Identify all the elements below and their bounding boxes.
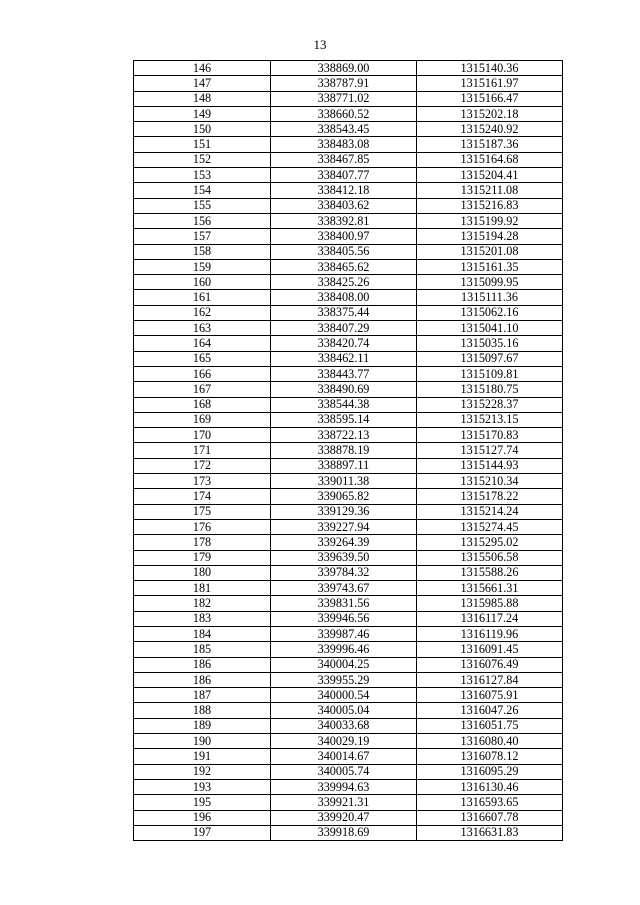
x-coordinate-cell: 338490.69 (271, 382, 417, 397)
y-coordinate-cell: 1315161.35 (417, 259, 563, 274)
table-row (134, 321, 563, 336)
table-row (134, 535, 563, 550)
x-coordinate-cell: 339996.46 (271, 642, 417, 657)
y-coordinate-cell: 1315202.18 (417, 106, 563, 121)
x-coordinate-cell: 338465.62 (271, 259, 417, 274)
x-coordinate-cell: 339994.63 (271, 779, 417, 794)
y-coordinate-cell: 1315194.28 (417, 229, 563, 244)
table-row (134, 76, 563, 91)
point-number-cell: 180 (134, 565, 271, 580)
y-coordinate-cell: 1315214.24 (417, 504, 563, 519)
point-number-cell: 149 (134, 106, 271, 121)
x-coordinate-cell: 339743.67 (271, 581, 417, 596)
x-coordinate-cell: 338869.00 (271, 61, 417, 76)
table-row (134, 382, 563, 397)
y-coordinate-cell: 1315111.36 (417, 290, 563, 305)
y-coordinate-cell: 1316130.46 (417, 779, 563, 794)
point-number-cell: 192 (134, 764, 271, 779)
coordinates-table (133, 60, 563, 841)
table-row (134, 718, 563, 733)
x-coordinate-cell: 338544.38 (271, 397, 417, 412)
point-number-cell: 178 (134, 535, 271, 550)
y-coordinate-cell: 1316631.83 (417, 825, 563, 840)
y-coordinate-cell: 1315985.88 (417, 596, 563, 611)
point-number-cell: 159 (134, 259, 271, 274)
point-number-cell: 152 (134, 152, 271, 167)
y-coordinate-cell: 1315170.83 (417, 428, 563, 443)
y-coordinate-cell: 1316047.26 (417, 703, 563, 718)
table-row (134, 825, 563, 840)
x-coordinate-cell: 338443.77 (271, 366, 417, 381)
point-number-cell: 161 (134, 290, 271, 305)
table-row (134, 626, 563, 641)
y-coordinate-cell: 1316607.78 (417, 810, 563, 825)
y-coordinate-cell: 1315140.36 (417, 61, 563, 76)
y-coordinate-cell: 1315099.95 (417, 275, 563, 290)
table-row (134, 290, 563, 305)
y-coordinate-cell: 1315213.15 (417, 412, 563, 427)
y-coordinate-cell: 1315035.16 (417, 336, 563, 351)
y-coordinate-cell: 1315216.83 (417, 198, 563, 213)
point-number-cell: 170 (134, 428, 271, 443)
point-number-cell: 156 (134, 213, 271, 228)
table-row (134, 351, 563, 366)
x-coordinate-cell: 338420.74 (271, 336, 417, 351)
point-number-cell: 193 (134, 779, 271, 794)
table-row (134, 474, 563, 489)
x-coordinate-cell: 338878.19 (271, 443, 417, 458)
x-coordinate-cell: 338400.97 (271, 229, 417, 244)
point-number-cell: 146 (134, 61, 271, 76)
table-row (134, 810, 563, 825)
table-row (134, 443, 563, 458)
table-row (134, 198, 563, 213)
table-row (134, 275, 563, 290)
point-number-cell: 164 (134, 336, 271, 351)
table-row (134, 61, 563, 76)
x-coordinate-cell: 338392.81 (271, 213, 417, 228)
y-coordinate-cell: 1316117.24 (417, 611, 563, 626)
point-number-cell: 179 (134, 550, 271, 565)
x-coordinate-cell: 339921.31 (271, 795, 417, 810)
table-row (134, 106, 563, 121)
x-coordinate-cell: 339065.82 (271, 489, 417, 504)
y-coordinate-cell: 1315127.74 (417, 443, 563, 458)
y-coordinate-cell: 1316075.91 (417, 688, 563, 703)
y-coordinate-cell: 1316127.84 (417, 672, 563, 687)
x-coordinate-cell: 340014.67 (271, 749, 417, 764)
table-row (134, 519, 563, 534)
x-coordinate-cell: 338405.56 (271, 244, 417, 259)
point-number-cell: 189 (134, 718, 271, 733)
y-coordinate-cell: 1315166.47 (417, 91, 563, 106)
table-row (134, 152, 563, 167)
point-number-cell: 176 (134, 519, 271, 534)
table-row (134, 688, 563, 703)
table-row (134, 458, 563, 473)
point-number-cell: 183 (134, 611, 271, 626)
point-number-cell: 171 (134, 443, 271, 458)
table-row (134, 489, 563, 504)
y-coordinate-cell: 1315144.93 (417, 458, 563, 473)
point-number-cell: 186 (134, 672, 271, 687)
x-coordinate-cell: 338722.13 (271, 428, 417, 443)
point-number-cell: 185 (134, 642, 271, 657)
point-number-cell: 175 (134, 504, 271, 519)
x-coordinate-cell: 339946.56 (271, 611, 417, 626)
y-coordinate-cell: 1315178.22 (417, 489, 563, 504)
x-coordinate-cell: 338407.29 (271, 321, 417, 336)
y-coordinate-cell: 1316051.75 (417, 718, 563, 733)
point-number-cell: 167 (134, 382, 271, 397)
coordinates-table-body (134, 61, 563, 841)
point-number-cell: 150 (134, 122, 271, 137)
table-row (134, 259, 563, 274)
y-coordinate-cell: 1315240.92 (417, 122, 563, 137)
y-coordinate-cell: 1315161.97 (417, 76, 563, 91)
table-row (134, 795, 563, 810)
y-coordinate-cell: 1315041.10 (417, 321, 563, 336)
x-coordinate-cell: 339264.39 (271, 535, 417, 550)
x-coordinate-cell: 338595.14 (271, 412, 417, 427)
table-row (134, 703, 563, 718)
table-row (134, 229, 563, 244)
x-coordinate-cell: 339129.36 (271, 504, 417, 519)
point-number-cell: 158 (134, 244, 271, 259)
point-number-cell: 153 (134, 168, 271, 183)
x-coordinate-cell: 338407.77 (271, 168, 417, 183)
x-coordinate-cell: 340033.68 (271, 718, 417, 733)
table-row (134, 305, 563, 320)
table-row (134, 428, 563, 443)
point-number-cell: 195 (134, 795, 271, 810)
y-coordinate-cell: 1316076.49 (417, 657, 563, 672)
y-coordinate-cell: 1316078.12 (417, 749, 563, 764)
x-coordinate-cell: 338412.18 (271, 183, 417, 198)
point-number-cell: 163 (134, 321, 271, 336)
x-coordinate-cell: 340029.19 (271, 734, 417, 749)
table-row (134, 749, 563, 764)
y-coordinate-cell: 1315062.16 (417, 305, 563, 320)
y-coordinate-cell: 1316119.96 (417, 626, 563, 641)
point-number-cell: 165 (134, 351, 271, 366)
table-row (134, 244, 563, 259)
point-number-cell: 172 (134, 458, 271, 473)
point-number-cell: 173 (134, 474, 271, 489)
point-number-cell: 147 (134, 76, 271, 91)
point-number-cell: 148 (134, 91, 271, 106)
point-number-cell: 188 (134, 703, 271, 718)
y-coordinate-cell: 1315204.41 (417, 168, 563, 183)
table-row (134, 764, 563, 779)
x-coordinate-cell: 338897.11 (271, 458, 417, 473)
table-row (134, 122, 563, 137)
x-coordinate-cell: 339639.50 (271, 550, 417, 565)
y-coordinate-cell: 1316091.45 (417, 642, 563, 657)
point-number-cell: 174 (134, 489, 271, 504)
point-number-cell: 166 (134, 366, 271, 381)
x-coordinate-cell: 338787.91 (271, 76, 417, 91)
table-row (134, 168, 563, 183)
x-coordinate-cell: 338375.44 (271, 305, 417, 320)
table-row (134, 183, 563, 198)
table-row (134, 550, 563, 565)
table-row (134, 734, 563, 749)
x-coordinate-cell: 338771.02 (271, 91, 417, 106)
table-row (134, 91, 563, 106)
point-number-cell: 187 (134, 688, 271, 703)
y-coordinate-cell: 1315210.34 (417, 474, 563, 489)
y-coordinate-cell: 1315201.08 (417, 244, 563, 259)
x-coordinate-cell: 338403.62 (271, 198, 417, 213)
y-coordinate-cell: 1315588.26 (417, 565, 563, 580)
y-coordinate-cell: 1315109.81 (417, 366, 563, 381)
y-coordinate-cell: 1315180.75 (417, 382, 563, 397)
x-coordinate-cell: 340000.54 (271, 688, 417, 703)
table-row (134, 672, 563, 687)
page-number: 13 (313, 37, 327, 52)
x-coordinate-cell: 339227.94 (271, 519, 417, 534)
point-number-cell: 190 (134, 734, 271, 749)
y-coordinate-cell: 1315211.08 (417, 183, 563, 198)
point-number-cell: 191 (134, 749, 271, 764)
x-coordinate-cell: 338467.85 (271, 152, 417, 167)
x-coordinate-cell: 340005.74 (271, 764, 417, 779)
table-row (134, 412, 563, 427)
x-coordinate-cell: 338462.11 (271, 351, 417, 366)
table-row (134, 336, 563, 351)
x-coordinate-cell: 338483.08 (271, 137, 417, 152)
x-coordinate-cell: 338543.45 (271, 122, 417, 137)
table-row (134, 504, 563, 519)
y-coordinate-cell: 1315274.45 (417, 519, 563, 534)
table-row (134, 397, 563, 412)
point-number-cell: 151 (134, 137, 271, 152)
table-row (134, 565, 563, 580)
y-coordinate-cell: 1315199.92 (417, 213, 563, 228)
y-coordinate-cell: 1316593.65 (417, 795, 563, 810)
x-coordinate-cell: 339918.69 (271, 825, 417, 840)
point-number-cell: 182 (134, 596, 271, 611)
point-number-cell: 184 (134, 626, 271, 641)
x-coordinate-cell: 338408.00 (271, 290, 417, 305)
y-coordinate-cell: 1315228.37 (417, 397, 563, 412)
x-coordinate-cell: 339955.29 (271, 672, 417, 687)
point-number-cell: 169 (134, 412, 271, 427)
table-row (134, 213, 563, 228)
point-number-cell: 181 (134, 581, 271, 596)
point-number-cell: 186 (134, 657, 271, 672)
x-coordinate-cell: 339831.56 (271, 596, 417, 611)
table-row (134, 137, 563, 152)
x-coordinate-cell: 338425.26 (271, 275, 417, 290)
point-number-cell: 157 (134, 229, 271, 244)
x-coordinate-cell: 339987.46 (271, 626, 417, 641)
point-number-cell: 168 (134, 397, 271, 412)
table-row (134, 581, 563, 596)
y-coordinate-cell: 1315295.02 (417, 535, 563, 550)
table-row (134, 366, 563, 381)
x-coordinate-cell: 338660.52 (271, 106, 417, 121)
table-row (134, 611, 563, 626)
point-number-cell: 197 (134, 825, 271, 840)
y-coordinate-cell: 1315164.68 (417, 152, 563, 167)
y-coordinate-cell: 1316095.29 (417, 764, 563, 779)
x-coordinate-cell: 339784.32 (271, 565, 417, 580)
point-number-cell: 154 (134, 183, 271, 198)
point-number-cell: 196 (134, 810, 271, 825)
y-coordinate-cell: 1315187.36 (417, 137, 563, 152)
y-coordinate-cell: 1315506.58 (417, 550, 563, 565)
x-coordinate-cell: 340004.25 (271, 657, 417, 672)
point-number-cell: 162 (134, 305, 271, 320)
table-row (134, 657, 563, 672)
point-number-cell: 155 (134, 198, 271, 213)
y-coordinate-cell: 1315661.31 (417, 581, 563, 596)
table-row (134, 642, 563, 657)
x-coordinate-cell: 339920.47 (271, 810, 417, 825)
table-row (134, 779, 563, 794)
table-row (134, 596, 563, 611)
x-coordinate-cell: 340005.04 (271, 703, 417, 718)
y-coordinate-cell: 1315097.67 (417, 351, 563, 366)
point-number-cell: 160 (134, 275, 271, 290)
y-coordinate-cell: 1316080.40 (417, 734, 563, 749)
x-coordinate-cell: 339011.38 (271, 474, 417, 489)
